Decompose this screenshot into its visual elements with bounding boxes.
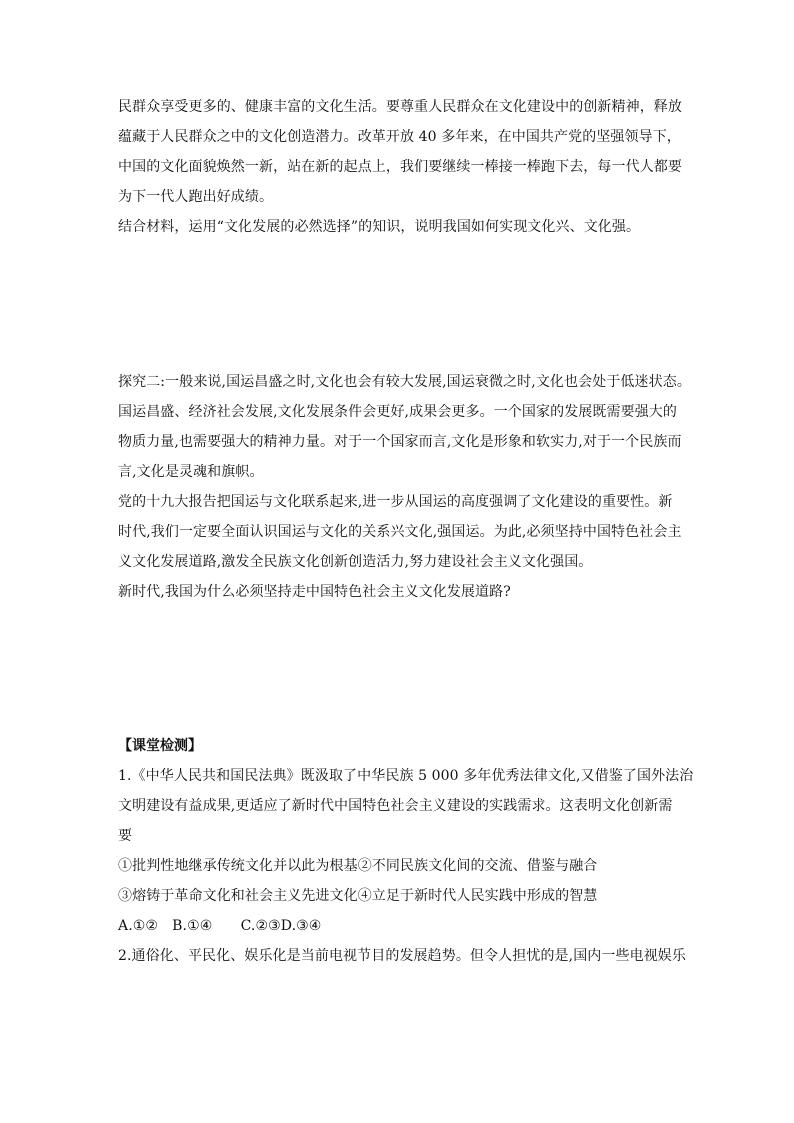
paragraph-line: 党的十九大报告把国运与文化联系起来,进一步从国运的高度强调了文化建设的重要性。新 [118,494,673,510]
paragraph-line: 民群众享受更多的、健康丰富的文化生活。要尊重人民群众在文化建设中的创新精神，释放 [118,99,682,115]
question-line: 2.通俗化、平民化、娱乐化是当前电视节目的发展趋势。但令人担忧的是,国内一些电视娱乐 [118,948,687,964]
answer-space [118,242,678,367]
paragraph-line: 物质力量,也需要强大的精神力量。对于一个国家而言,文化是形象和软实力,对于一个民族而 [118,434,682,450]
question-line: 1.《中华人民共和国民法典》既汲取了中华民族 5 000 多年优秀法律文化,又借鉴了国外法治 [118,768,694,784]
option-line: ①批判性地继承传统文化并以此为根基②不同民族文化间的交流、借鉴与融合 [118,858,598,874]
paragraph-line: 国运昌盛、经济社会发展,文化发展条件会更好,成果会更多。一个国家的发展既需要强大的 [118,404,677,420]
paragraph-line: 蕴藏于人民群众之中的文化创造潜力。改革开放 40 多年来，在中国共产党的坚强领导下， [118,129,681,145]
paragraph-line: 言,文化是灵魂和旗帜。 [118,464,264,480]
paragraph-line: 探究二:一般来说,国运昌盛之时,文化也会有较大发展,国运衰微之时,文化也会处于低迷状态。 [118,374,691,390]
paragraph-line: 时代,我们一定要全面认识国运与文化的关系兴文化,强国运。为此,必须坚持中国特色社会主 [118,524,682,540]
paragraph-line: 为下一代人跑出好成绩。 [118,189,274,205]
answer-choices: A.①② B.①④ C.②③D.③④ [118,918,322,934]
section-exploration-two [118,367,691,607]
section-material-paragraph [118,92,682,242]
paragraph-line: 义文化发展道路,激发全民族文化创新创造活力,努力建设社会主义文化强国。 [118,554,593,570]
paragraph-line: 中国的文化面貌焕然一新，站在新的起点上，我们要继续一棒接一棒跑下去，每一代人都要 [118,159,682,175]
question-line: 新时代,我国为什么必须坚持走中国特色社会主义文化发展道路? [118,584,511,600]
question-line: 要 [118,828,133,844]
question-line: 文明建设有益成果,更适应了新时代中国特色社会主义建设的实践需求。这表明文化创新需 [118,798,673,814]
section-class-check [118,731,694,971]
document-page [118,92,694,971]
option-line: ③熔铸于革命文化和社会主义先进文化④立足于新时代人民实践中形成的智慧 [118,888,598,904]
answer-space [118,607,678,731]
section-heading: 【课堂检测】 [118,738,202,754]
question-line: 结合材料，运用“文化发展的必然选择”的知识，说明我国如何实现文化兴、文化强。 [118,219,641,235]
